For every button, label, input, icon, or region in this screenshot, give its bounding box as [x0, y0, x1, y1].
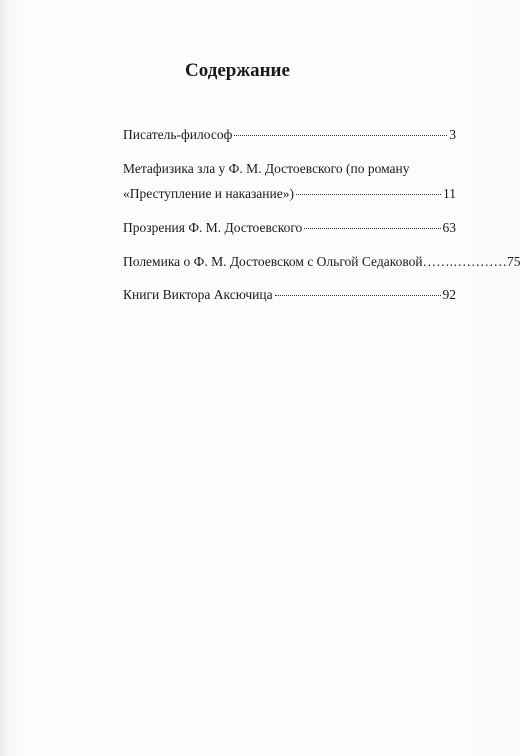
toc-entry-page: 3 — [449, 127, 456, 142]
toc-entry-title: Полемика о Ф. М. Достоевском с Ольгой Седаковой…….………… — [123, 254, 507, 269]
toc-entry-page: 92 — [442, 287, 456, 302]
toc-entry-title: Писатель-философ — [123, 127, 233, 142]
toc-entry-title: Книги Виктора Аксючица — [123, 287, 273, 302]
dot-leader — [304, 228, 440, 229]
toc-entry-page: 75 — [506, 254, 520, 269]
toc-entry-5 — [123, 287, 456, 303]
toc-entry-page: 63 — [442, 220, 456, 235]
toc-entry-title: Прозрения Ф. М. Достоевского — [123, 220, 303, 235]
toc-entry-2-line1: Метафизика зла у Ф. М. Достоевского (по роману — [123, 161, 410, 176]
dot-leader — [296, 194, 441, 195]
dot-leader — [234, 135, 447, 136]
page-title: Содержание — [185, 60, 290, 81]
toc-entry-4 — [123, 254, 520, 270]
toc-entry-1 — [123, 127, 456, 143]
toc-entry-2 — [123, 186, 456, 202]
dot-leader — [275, 295, 441, 296]
toc-entry-title: «Преступление и наказание») — [123, 186, 294, 201]
toc-entry-page: 11 — [443, 186, 456, 201]
toc-entry-3 — [123, 220, 456, 236]
